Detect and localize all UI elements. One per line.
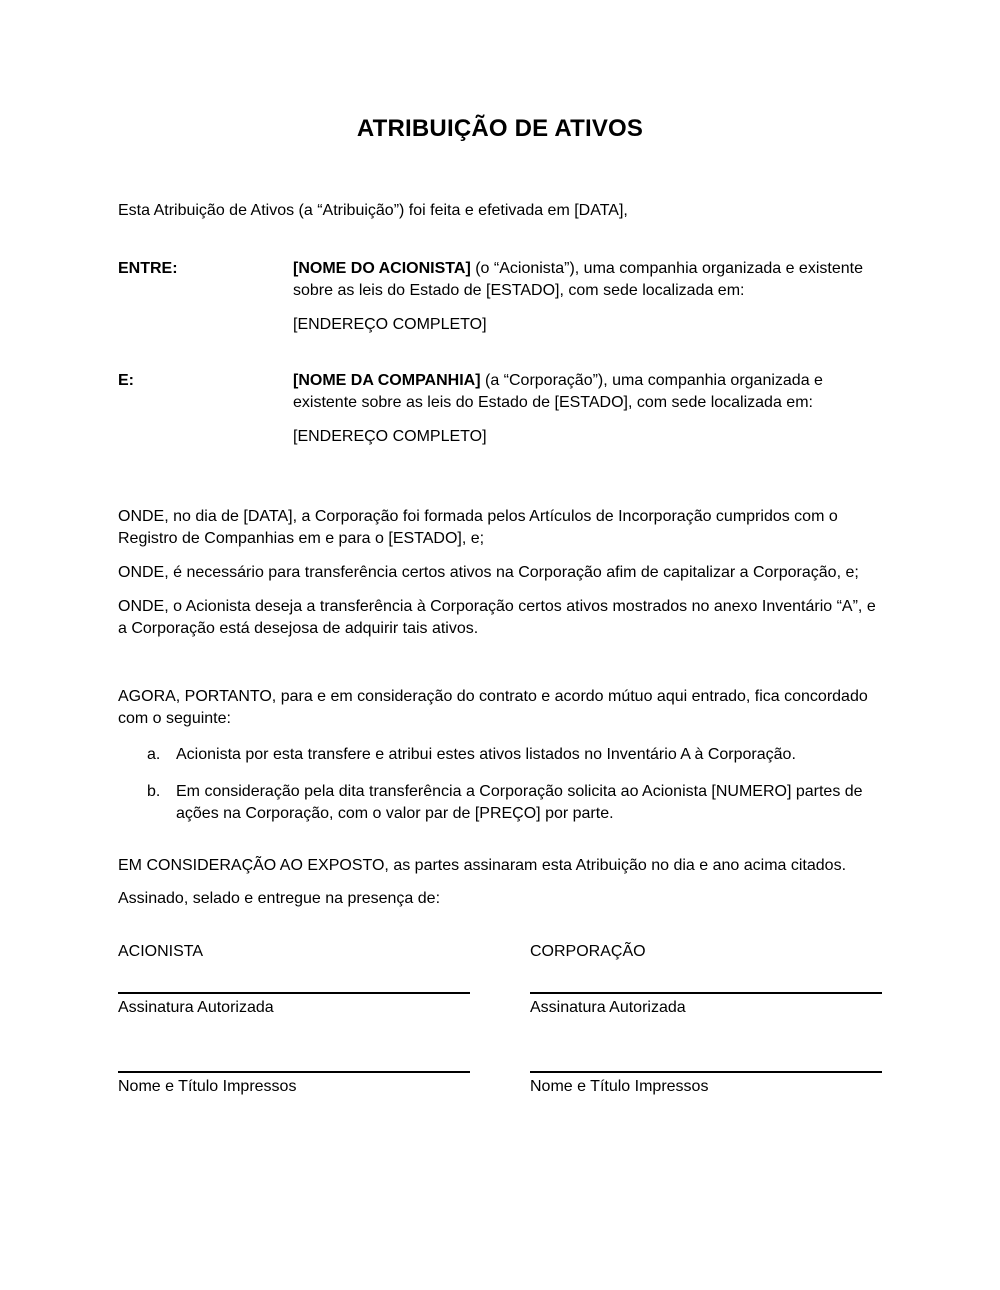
party-label-e: E: <box>118 372 134 389</box>
recital-transfer-need: ONDE, é necessário para transferência certos ativos na Corporação afim de capitalizar a Corporação, e; <box>118 564 859 581</box>
signature-party-label: ACIONISTA <box>118 943 204 960</box>
party-label-entre: ENTRE: <box>118 260 178 277</box>
clause-item-b <box>118 781 882 825</box>
printed-name-label: Nome e Título Impressos <box>118 1078 297 1095</box>
recital-formation: ONDE, no dia de [DATA], a Corporação foi formada pelos Artículos de Incorporação cumpridos com o Registro de Companhias em e para o [ESTADO], e; <box>118 508 838 547</box>
presence-clause-paragraph: Assinado, selado e entregue na presença de: <box>118 890 441 907</box>
party-content-entre <box>293 258 882 336</box>
signature-line-label: Assinatura Autorizada <box>118 999 274 1016</box>
party-row-e <box>118 370 882 448</box>
party-row-entre <box>118 258 882 336</box>
party-name-placeholder: [NOME DA COMPANHIA] <box>293 372 481 389</box>
clause-item-a <box>118 744 882 766</box>
clause-text: Acionista por esta transfere e atribui estes ativos listados no Inventário A à Corporação. <box>176 746 796 763</box>
recital-desire: ONDE, o Acionista deseja a transferência à Corporação certos ativos mostrados no anexo Inventário “A”, e a Corporação está desejosa de adquirir tais ativos. <box>118 598 876 637</box>
party-address-placeholder: [ENDEREÇO COMPLETO] <box>293 316 487 333</box>
witness-clause-paragraph: EM CONSIDERAÇÃO AO EXPOSTO, as partes assinaram esta Atribuição no dia e ano acima citados. <box>118 857 847 874</box>
signature-line-label: Assinatura Autorizada <box>530 999 686 1016</box>
party-content-e <box>293 370 882 448</box>
signature-section <box>118 941 882 1098</box>
party-description <box>293 370 882 414</box>
party-name-placeholder: [NOME DO ACIONISTA] <box>293 260 471 277</box>
party-description-text: (o “Acionista”), uma companhia organizada e existente sobre as leis do Estado de [ESTADO], com sede localizada em: <box>293 260 863 299</box>
party-address-placeholder: [ENDEREÇO COMPLETO] <box>293 428 487 445</box>
signature-line <box>530 992 882 994</box>
printed-name-line <box>118 1071 470 1073</box>
party-description-text: (a “Corporação”), uma companhia organizada e existente sobre as leis do Estado de [ESTADO], com sede localizada em: <box>293 372 823 411</box>
intro-paragraph: Esta Atribuição de Ativos (a “Atribuição”) foi feita e efetivada em [DATA], <box>118 202 628 219</box>
document-title: ATRIBUIÇÃO DE ATIVOS <box>356 115 644 142</box>
clause-marker: b. <box>147 783 161 800</box>
printed-name-line <box>530 1071 882 1073</box>
signature-column-acionista <box>118 941 470 1098</box>
clause-text: Em consideração pela dita transferência a Corporação solicita ao Acionista [NUMERO] partes de ações na Corporação, com o valor par de [PREÇO] por parte. <box>176 783 863 822</box>
signature-line <box>118 992 470 994</box>
printed-name-label: Nome e Título Impressos <box>530 1078 709 1095</box>
signature-column-corporacao <box>530 941 882 1098</box>
clause-marker: a. <box>147 746 161 763</box>
party-description <box>293 258 882 302</box>
signature-party-label: CORPORAÇÃO <box>530 943 646 960</box>
now-therefore-paragraph: AGORA, PORTANTO, para e em consideração do contrato e acordo mútuo aqui entrado, fica concordado com o seguinte: <box>118 688 868 727</box>
